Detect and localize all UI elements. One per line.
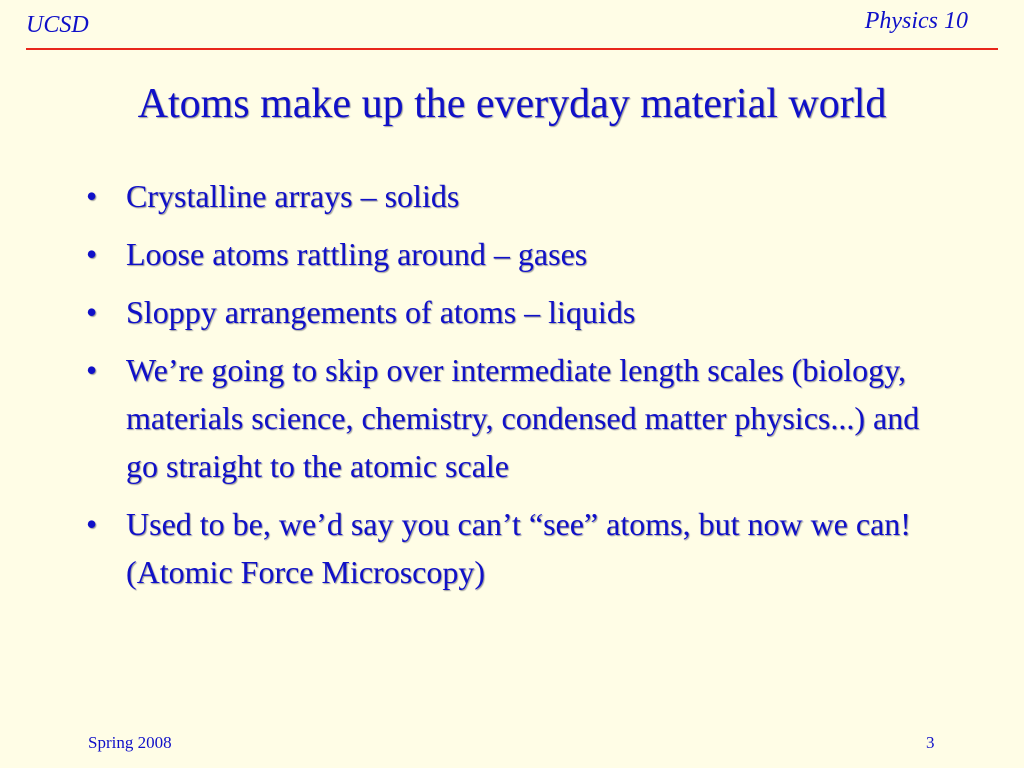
bullet-text: Crystalline arrays – solids xyxy=(126,178,460,214)
bullet-item xyxy=(84,288,944,336)
bullet-marker: • xyxy=(86,236,98,272)
bullet-item xyxy=(84,230,944,278)
bullet-marker: • xyxy=(86,352,98,388)
header-rule xyxy=(26,48,998,50)
header-institution: UCSD xyxy=(26,12,89,38)
bullet-text: We’re going to skip over intermediate length scales (biology, materials science, chemistry, condensed matter physics...) and go straight to the atomic scale xyxy=(126,352,920,484)
header-course: Physics 10 xyxy=(864,8,968,34)
bullet-text: Loose atoms rattling around – gases xyxy=(126,236,588,272)
bullet-text: Used to be, we’d say you can’t “see” atoms, but now we can! (Atomic Force Microscopy) xyxy=(126,506,911,590)
page-number: 3 xyxy=(926,733,935,752)
bullet-item xyxy=(84,172,944,220)
bullet-marker: • xyxy=(86,506,98,542)
slide-title: Atoms make up the everyday material world xyxy=(137,81,887,127)
bullet-item xyxy=(84,500,944,596)
bullet-marker: • xyxy=(86,294,98,330)
bullet-text: Sloppy arrangements of atoms – liquids xyxy=(126,294,636,330)
footer-term: Spring 2008 xyxy=(88,733,172,752)
bullet-item xyxy=(84,346,944,490)
bullet-marker: • xyxy=(86,178,98,214)
bullet-list xyxy=(84,172,944,606)
